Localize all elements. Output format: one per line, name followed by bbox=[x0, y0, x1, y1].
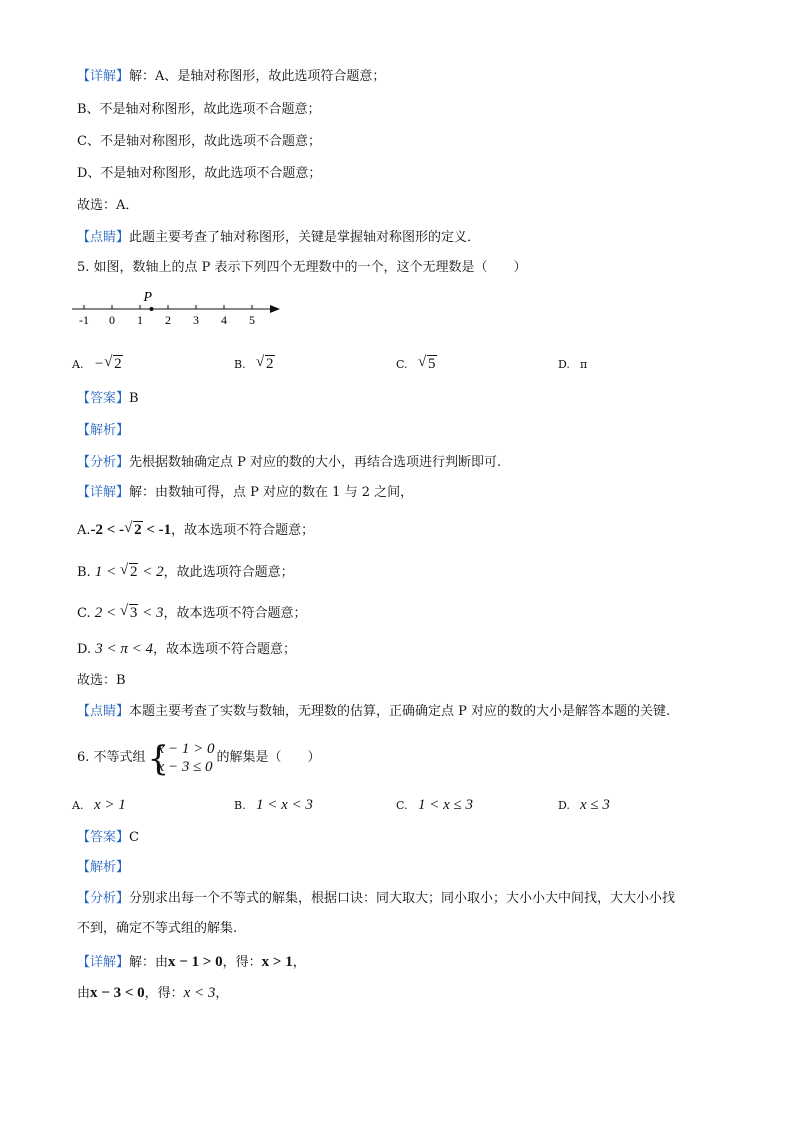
option-label: C. bbox=[396, 358, 408, 371]
q6-option-b[interactable] bbox=[234, 795, 313, 816]
q5-option-d[interactable] bbox=[558, 354, 587, 375]
option-label: D. bbox=[558, 799, 570, 812]
number-line-tick-label: 2 bbox=[165, 313, 171, 327]
key-point-text: 此题主要考查了轴对称图形，关键是掌握轴对称图形的定义． bbox=[129, 230, 481, 245]
q5-answer bbox=[77, 390, 139, 408]
q6-xiangjie-2: 由x − 3 < 0，得：x < 3， bbox=[77, 985, 229, 1001]
number-line-tick-label: 4 bbox=[221, 313, 227, 327]
number-line-tick-label: 0 bbox=[109, 313, 115, 327]
q5-stem: 5. 如图，数轴上的点 P 表示下列四个无理数中的一个，这个无理数是（ ） bbox=[77, 260, 527, 275]
number-line-tick-label: 5 bbox=[249, 313, 255, 327]
q5-step-b: B. 1 < √ 2 < 2，故此选项符合题意； bbox=[77, 563, 294, 582]
q6-fenxi-1 bbox=[77, 890, 675, 908]
q6-stem-post: 的解集是（ ） bbox=[216, 750, 321, 765]
q6-fenxi-2: 不到，确定不等式组的解集. bbox=[77, 921, 238, 936]
option-label: D. bbox=[558, 358, 570, 371]
q5-xiangjie bbox=[77, 484, 413, 502]
key-point-line bbox=[77, 229, 480, 247]
option-label: B. bbox=[234, 358, 246, 371]
q5-choose: 故选：B bbox=[77, 673, 126, 688]
number-line-arrow bbox=[270, 305, 280, 313]
q6-option-a[interactable] bbox=[72, 795, 126, 816]
dianjing-tag: 【点睛】 bbox=[77, 704, 130, 719]
brace-icon: { bbox=[147, 739, 170, 779]
detail-text: 解：A、是轴对称图形，故此选项符合题意； bbox=[129, 69, 386, 84]
solution-line-b: B、不是轴对称图形，故此选项不合题意； bbox=[77, 102, 321, 117]
q6-analysis-tag: 【解析】 bbox=[77, 860, 130, 875]
q6-option-d[interactable] bbox=[558, 795, 610, 816]
dianjing-text: 本题主要考查了实数与数轴，无理数的估算，正确确定点 P 对应的数的大小是解答本题的关键. bbox=[129, 704, 671, 719]
solution-line-d: D、不是轴对称图形，故此选项不合题意； bbox=[77, 166, 322, 181]
answer-value: B bbox=[129, 391, 139, 406]
option-text: π bbox=[580, 358, 588, 371]
q5-option-b[interactable] bbox=[234, 354, 275, 375]
fenxi-text: 先根据数轴确定点 P 对应的数的大小，再结合选项进行判断即可. bbox=[129, 455, 502, 470]
number-line-tick-label: 3 bbox=[193, 313, 199, 327]
solution-choice: 故选：A． bbox=[77, 198, 139, 213]
xiangjie-tag: 【详解】 bbox=[77, 955, 130, 970]
option-math: x > 1 bbox=[94, 797, 126, 813]
q5-step-d: D. 3 < π < 4，故本选项不符合题意； bbox=[77, 641, 297, 657]
number-line-figure bbox=[70, 286, 290, 328]
inequality-system: { x − 1 > 0 x − 3 ≤ 0 bbox=[147, 739, 215, 779]
key-point-tag: 【点睛】 bbox=[77, 230, 130, 245]
option-math: −√ 2 bbox=[94, 356, 123, 372]
q5-step-a: A.-2 < -√ 2 < -1，故本选项不符合题意； bbox=[77, 521, 314, 540]
option-label: A. bbox=[72, 358, 84, 371]
detail-tag: 【详解】 bbox=[77, 69, 130, 84]
q5-analysis-tag: 【解析】 bbox=[77, 423, 130, 438]
q6-stem-pre: 6. 不等式组 bbox=[77, 750, 146, 765]
option-math: 1 < x ≤ 3 bbox=[418, 797, 474, 813]
option-math: √ 2 bbox=[256, 356, 275, 372]
q5-dianjing bbox=[77, 703, 670, 721]
q5-option-c[interactable] bbox=[396, 354, 437, 375]
fenxi-tag: 【分析】 bbox=[77, 891, 130, 906]
q5-fenxi bbox=[77, 454, 501, 472]
solution-detail-line bbox=[77, 68, 385, 86]
number-line-tick-label: 1 bbox=[137, 313, 143, 327]
xiangjie-tag: 【详解】 bbox=[77, 485, 130, 500]
q6-stem bbox=[77, 738, 320, 779]
option-math: √ 5 bbox=[418, 356, 437, 372]
q6-xiangjie-1: 【详解】解：由x − 1 > 0，得：x > 1， bbox=[77, 954, 306, 970]
answer-value: C bbox=[129, 830, 139, 845]
solution-line-c: C、不是轴对称图形，故此选项不合题意； bbox=[77, 134, 321, 149]
q6-option-c[interactable] bbox=[396, 795, 473, 816]
option-label: C. bbox=[396, 799, 408, 812]
q5-step-c: C. 2 < √ 3 < 3，故本选项不符合题意； bbox=[77, 604, 307, 623]
option-math: 1 < x < 3 bbox=[256, 797, 313, 813]
q5-option-a[interactable] bbox=[72, 354, 123, 375]
point-p-label: P bbox=[143, 290, 153, 305]
answer-tag: 【答案】 bbox=[77, 830, 130, 845]
option-label: A. bbox=[72, 799, 84, 812]
fenxi-text: 分别求出每一个不等式的解集，根据口诀：同大取大；同小取小；大小小大中间找，大大小小找 bbox=[129, 891, 676, 906]
option-math: x ≤ 3 bbox=[580, 797, 610, 813]
option-label: B. bbox=[234, 799, 246, 812]
fenxi-tag: 【分析】 bbox=[77, 455, 130, 470]
q6-answer bbox=[77, 829, 139, 847]
answer-tag: 【答案】 bbox=[77, 391, 130, 406]
xiangjie-text: 解：由数轴可得，点 P 对应的数在 1 与 2 之间， bbox=[129, 485, 414, 500]
number-line-tick-label: -1 bbox=[79, 313, 89, 327]
point-p-marker bbox=[149, 307, 153, 311]
